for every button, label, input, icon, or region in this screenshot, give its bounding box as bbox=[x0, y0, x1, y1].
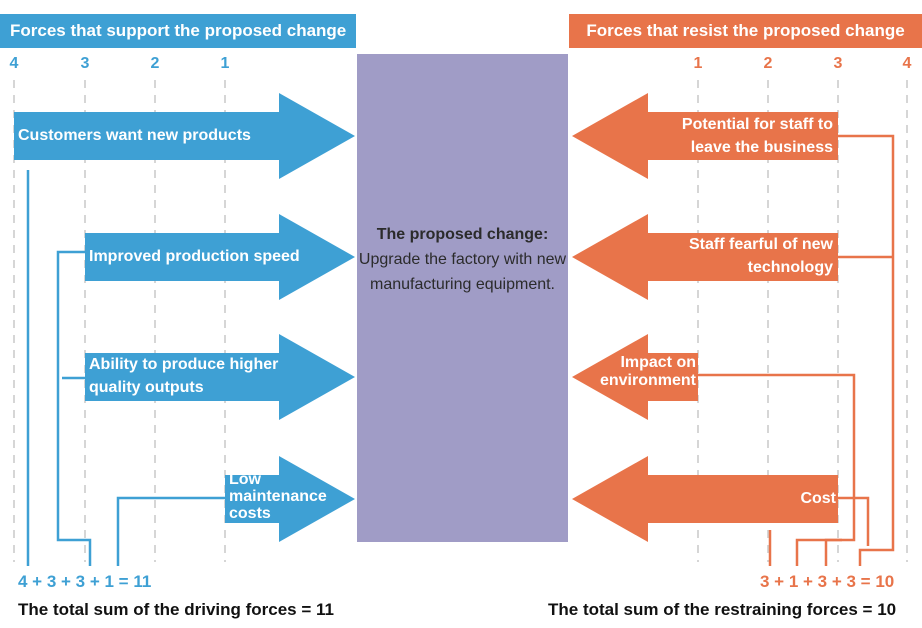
restraining-force-label: Cost bbox=[800, 490, 836, 507]
proposed-change-text bbox=[357, 222, 568, 297]
restraining-force-label: Impact on environment bbox=[599, 354, 696, 389]
proposed-change-title: The proposed change: bbox=[376, 226, 549, 243]
driving-total: The total sum of the driving forces = 11 bbox=[18, 600, 334, 619]
restraining-forces-header: Forces that resist the proposed change bbox=[569, 14, 922, 48]
proposed-change-body: Upgrade the factory with new manufacturing equipment. bbox=[358, 251, 567, 293]
restraining-total: The total sum of the restraining forces = 10 bbox=[548, 600, 897, 619]
driving-force-label: Ability to produce higher quality outputs bbox=[89, 356, 279, 396]
restraining-sum: 3 + 1 + 3 + 3 = 10 bbox=[760, 572, 895, 591]
restraining-force-label: Potential for staff to leave the business bbox=[681, 116, 833, 156]
scale-right-1: 1 bbox=[693, 55, 703, 72]
driving-forces-header: Forces that support the proposed change bbox=[0, 14, 356, 48]
restraining-force-label: Staff fearful of new technology bbox=[688, 236, 833, 276]
driving-force-label: Customers want new products bbox=[18, 127, 251, 144]
driving-force-label: Improved production speed bbox=[89, 248, 300, 265]
driving-force-label: Low maintenance costs bbox=[229, 471, 327, 522]
scale-right-4: 4 bbox=[902, 55, 912, 72]
scale-right-3: 3 bbox=[833, 55, 843, 72]
scale-left-1: 1 bbox=[220, 55, 230, 72]
scale-left-4: 4 bbox=[9, 55, 19, 72]
scale-right-2: 2 bbox=[763, 55, 773, 72]
driving-sum: 4 + 3 + 3 + 1 = 11 bbox=[18, 572, 152, 591]
scale-left-2: 2 bbox=[150, 55, 160, 72]
scale-left-3: 3 bbox=[80, 55, 90, 72]
